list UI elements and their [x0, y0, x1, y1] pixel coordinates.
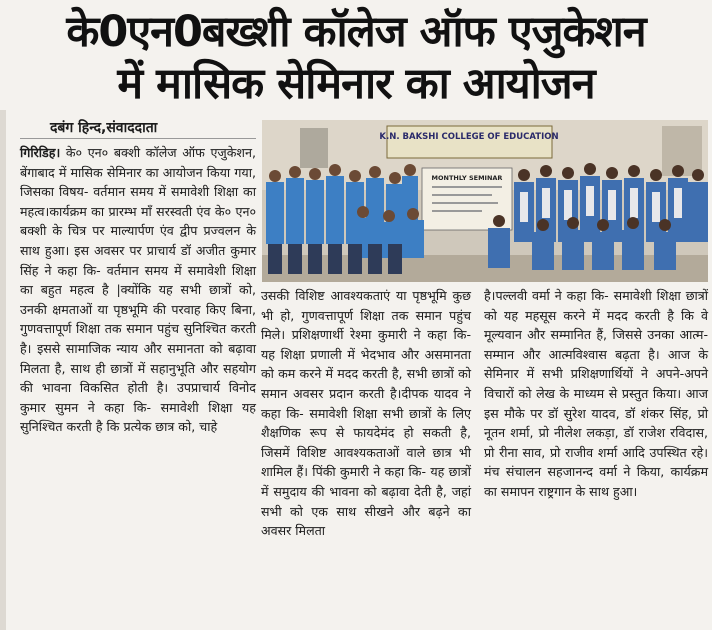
page-edge — [0, 110, 6, 630]
headline-line-2: में मासिक सेमिनार का आयोजन — [117, 59, 595, 109]
byline: दबंग हिन्द,संवाददाता — [20, 118, 256, 139]
banner-title: K.N. BAKSHI COLLEGE OF EDUCATION — [379, 132, 559, 142]
column-2-text: उसकी विशिष्ट आवश्यकताएं या पृष्ठभूमि कुछ भी हो, गुणवत्तापूर्ण शिक्षा तक समान पहुंच मिले। प्रशिक्षणार्थी रेश्मा कुमारी ने कहा कि- यह शिक्षा प्रणाली में भेदभाव और असमानता को कम करने में मदद करती है, सभी छात्रों को समान अवसर प्रदान करती है।दीपक यादव ने कहा कि- समावेशी शिक्षा सभी छात्रों के लिए शैक्षणिक रूप से फायदेमंद हो सकती है, जिसमें विशिष्ट आवश्यकताओं वाले छात्र भी शामिल हैं। पिंकी कुमारी ने कहा कि- यह छात्रों में समुदाय की भावना को बढ़ावा देती है, जहां सभी को एक साथ सीखने और बढ़ने का अवसर मिलता — [261, 288, 471, 539]
article-column-2 — [261, 286, 471, 541]
article-column-3 — [484, 286, 708, 502]
headline-line-1: के0एन0बख्शी कॉलेज ऑफ एजुकेशन — [66, 7, 646, 57]
seminar-group-photo — [262, 120, 708, 282]
photo-illustration — [262, 120, 708, 282]
column-1-text: के० एन० बक्शी कॉलेज ऑफ एजुकेशन, बेंगाबाद में मासिक सेमिनार का आयोजन किया गया, जिसका विषय- वर्तमान समय में समावेशी शिक्षा का महत्व।कार्यक्रम का प्रारम्भ माँ सरस्वती एंव के० एन० बक्शी के चित्र पर माल्यार्पण एंव द्वीप प्रज्वलन के साथ हुआ। इस अवसर पर प्राचार्य डॉ अजीत कुमार सिंह ने कहा कि- वर्तमान समय में समावेशी शिक्षा का बहुत महत्व है |क्योंकि यह सभी छात्रों को, उनकी क्षमताओं या पृष्ठभूमि की परवाह किए बिना, गुणवत्तापूर्ण शिक्षा तक समान पहुंच सुनिश्चित करती है। इससे सामाजिक न्याय और समानता को बढ़ावा मिलता है, साथ ही छात्रों में सहानुभूति और सहयोग की भावना विकसित होती है। उपप्राचार्य विनोद कुमार सुमन ने कहा कि- समावेशी शिक्षा यह सुनिश्चित करती है कि प्रत्येक छात्र को, चाहे — [20, 145, 256, 435]
banner-subtitle: MONTHLY SEMINAR — [431, 174, 503, 182]
dateline: गिरिडिह। — [20, 145, 61, 160]
column-3-text: है।पल्लवी वर्मा ने कहा कि- समावेशी शिक्षा छात्रों को यह महसूस करने में मदद करती है कि वे मूल्यवान और सम्मानित हैं, जिससे उनका आत्म-सम्मान और आत्मविश्वास बढ़ता है। आज के सेमिनार में सभी प्रशिक्षणार्थियों ने अपने-अपने विचारों को लेख के माध्यम से प्रस्तुत किया। आज इस मौके पर डॉ सुरेश यादव, डॉ शंकर सिंह, प्रो नूतन शर्मा, प्रो नीलेश लकड़ा, डॉ राजेश रविदास, प्रो रीना साव, प्रो राजीव शर्मा आदि उपस्थित रहे। मंच संचालन सहजानन्द वर्मा ने किया, कार्यक्रम का समापन राष्ट्रगान के साथ हुआ। — [484, 288, 708, 499]
article-column-1 — [20, 118, 256, 437]
headline — [0, 6, 712, 110]
